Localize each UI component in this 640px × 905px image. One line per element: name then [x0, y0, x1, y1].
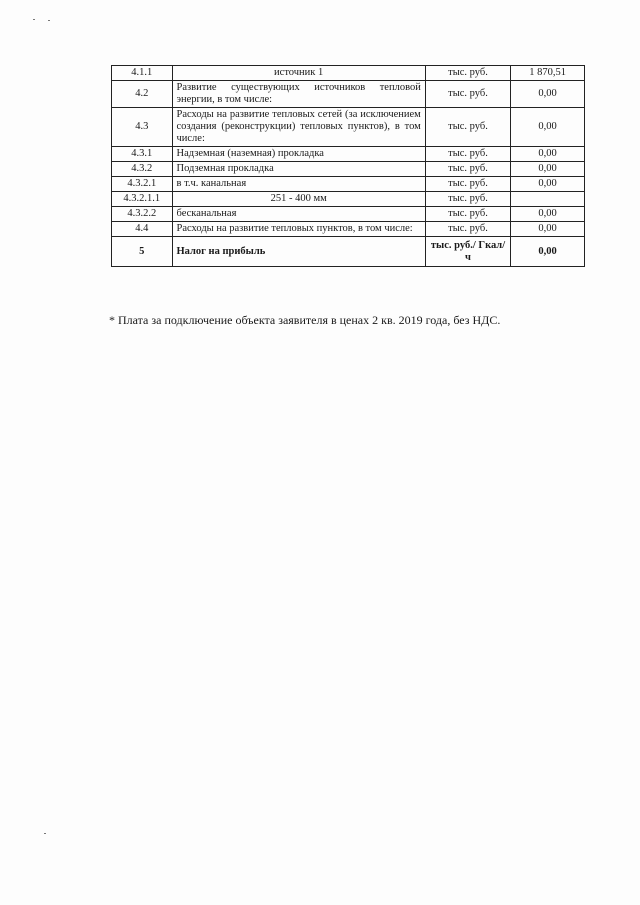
row-unit-cell: тыс. руб. — [425, 147, 510, 162]
row-value-cell: 1 870,51 — [511, 66, 585, 81]
cost-table-body — [112, 66, 585, 267]
table-row — [112, 66, 585, 81]
table-row — [112, 237, 585, 267]
row-number-cell: 4.3.2.1.1 — [112, 192, 173, 207]
table-row — [112, 162, 585, 177]
row-name-cell: Надземная (наземная) прокладка — [172, 147, 425, 162]
row-value-cell: 0,00 — [511, 207, 585, 222]
row-number-cell: 4.1.1 — [112, 66, 173, 81]
row-value-cell: 0,00 — [511, 147, 585, 162]
row-value-cell: 0,00 — [511, 177, 585, 192]
footnote: * Плата за подключение объекта заявителя в ценах 2 кв. 2019 года, без НДС. — [109, 313, 501, 327]
row-value-cell: 0,00 — [511, 162, 585, 177]
row-name-cell: Развитие существующих источников тепловой энергии, в том числе: — [172, 81, 425, 108]
table-row — [112, 108, 585, 147]
row-unit-cell: тыс. руб. — [425, 162, 510, 177]
table-row — [112, 222, 585, 237]
row-name-cell: 251 - 400 мм — [172, 192, 425, 207]
table-row — [112, 147, 585, 162]
row-name-cell: бесканальная — [172, 207, 425, 222]
row-number-cell: 4.3.2.1 — [112, 177, 173, 192]
row-name-cell: Налог на прибыль — [172, 237, 425, 267]
row-unit-cell: тыс. руб. — [425, 108, 510, 147]
row-unit-cell: тыс. руб. — [425, 207, 510, 222]
row-value-cell: 0,00 — [511, 81, 585, 108]
row-unit-cell: тыс. руб. — [425, 222, 510, 237]
row-value-cell: 0,00 — [511, 222, 585, 237]
row-name-cell: источник 1 — [172, 66, 425, 81]
row-value-cell: 0,00 — [511, 108, 585, 147]
row-name-cell: в т.ч. канальная — [172, 177, 425, 192]
row-number-cell: 4.3.2 — [112, 162, 173, 177]
table-row — [112, 81, 585, 108]
row-unit-cell: тыс. руб. — [425, 66, 510, 81]
scan-speck — [33, 19, 35, 20]
row-name-cell: Расходы на развитие тепловых пунктов, в том числе: — [172, 222, 425, 237]
row-name-cell: Подземная прокладка — [172, 162, 425, 177]
row-name-cell: Расходы на развитие тепловых сетей (за исключением создания (реконструкции) тепловых пунктов), в том числе: — [172, 108, 425, 147]
row-number-cell: 4.3 — [112, 108, 173, 147]
row-number-cell: 4.2 — [112, 81, 173, 108]
row-unit-cell: тыс. руб. — [425, 81, 510, 108]
row-value-cell — [511, 192, 585, 207]
table-row — [112, 192, 585, 207]
table-row — [112, 177, 585, 192]
row-number-cell: 4.3.1 — [112, 147, 173, 162]
cost-table — [111, 65, 585, 267]
row-number-cell: 4.4 — [112, 222, 173, 237]
row-number-cell: 4.3.2.2 — [112, 207, 173, 222]
table-row — [112, 207, 585, 222]
row-value-cell: 0,00 — [511, 237, 585, 267]
row-unit-cell: тыс. руб. — [425, 177, 510, 192]
scan-speck — [48, 20, 50, 21]
row-unit-cell: тыс. руб./ Гкал/ч — [425, 237, 510, 267]
scan-speck — [44, 833, 46, 834]
row-number-cell: 5 — [112, 237, 173, 267]
row-unit-cell: тыс. руб. — [425, 192, 510, 207]
